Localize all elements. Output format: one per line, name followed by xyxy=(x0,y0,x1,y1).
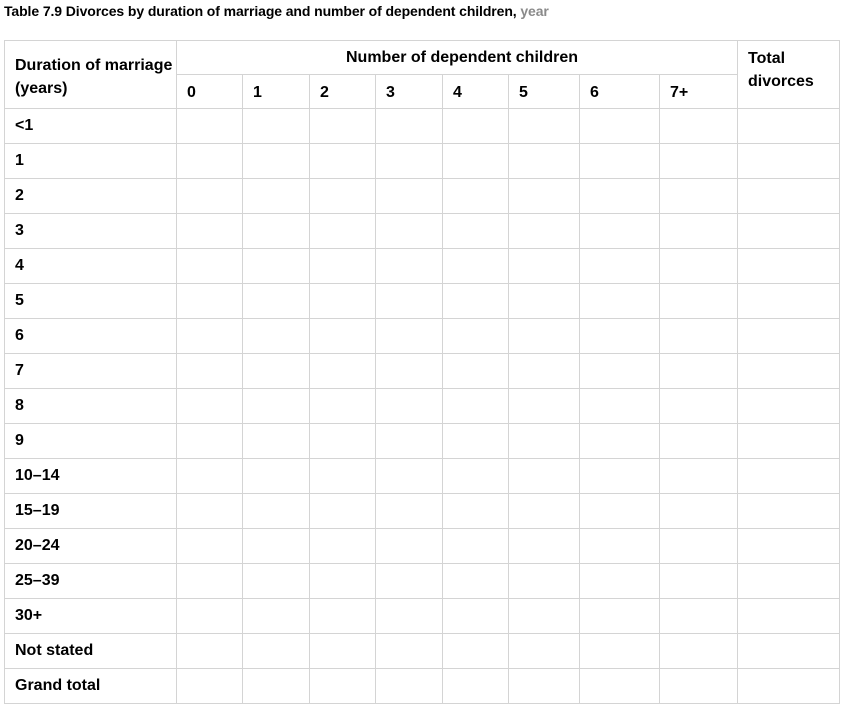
table-row xyxy=(5,564,840,599)
table-row xyxy=(5,249,840,284)
children-count-cell xyxy=(443,494,509,529)
total-divorces-cell xyxy=(738,389,840,424)
total-divorces-cell xyxy=(738,109,840,144)
children-count-cell xyxy=(443,144,509,179)
children-count-cell xyxy=(580,319,660,354)
duration-header: Duration of marriage (years) xyxy=(5,41,177,109)
duration-cell: 1 xyxy=(5,144,177,179)
children-count-cell xyxy=(243,179,310,214)
duration-cell: 25–39 xyxy=(5,564,177,599)
table-row xyxy=(5,494,840,529)
children-count-cell xyxy=(177,494,243,529)
children-count-cell xyxy=(443,284,509,319)
children-count-cell xyxy=(443,529,509,564)
children-count-cell xyxy=(376,284,443,319)
children-count-cell xyxy=(310,319,376,354)
children-count-cell xyxy=(580,249,660,284)
children-count-cell xyxy=(310,669,376,704)
duration-cell: 3 xyxy=(5,214,177,249)
table-title-year-placeholder: year xyxy=(520,3,549,19)
children-count-cell xyxy=(243,564,310,599)
children-count-cell xyxy=(509,389,580,424)
children-count-cell xyxy=(580,144,660,179)
children-count-cell xyxy=(509,214,580,249)
total-divorces-cell xyxy=(738,249,840,284)
total-divorces-cell xyxy=(738,599,840,634)
children-count-cell xyxy=(177,459,243,494)
children-count-cell xyxy=(443,214,509,249)
table-row xyxy=(5,354,840,389)
table-row xyxy=(5,459,840,494)
children-count-cell xyxy=(580,389,660,424)
children-count-cell xyxy=(443,669,509,704)
children-count-cell xyxy=(177,214,243,249)
children-count-cell xyxy=(376,599,443,634)
children-count-cell xyxy=(509,634,580,669)
children-count-cell xyxy=(376,109,443,144)
total-divorces-cell xyxy=(738,564,840,599)
children-count-cell xyxy=(509,529,580,564)
duration-cell: 7 xyxy=(5,354,177,389)
duration-cell: 2 xyxy=(5,179,177,214)
children-count-cell xyxy=(509,144,580,179)
children-count-cell xyxy=(243,459,310,494)
children-column-header: 3 xyxy=(376,75,443,109)
children-count-cell xyxy=(310,214,376,249)
children-count-cell xyxy=(310,634,376,669)
children-count-cell xyxy=(660,389,738,424)
children-count-cell xyxy=(580,179,660,214)
children-count-cell xyxy=(310,179,376,214)
children-count-cell xyxy=(660,319,738,354)
table-row xyxy=(5,214,840,249)
children-count-cell xyxy=(660,494,738,529)
children-count-cell xyxy=(310,284,376,319)
children-count-cell xyxy=(660,669,738,704)
children-count-cell xyxy=(243,389,310,424)
children-count-cell xyxy=(310,599,376,634)
children-count-cell xyxy=(243,144,310,179)
children-count-cell xyxy=(376,459,443,494)
children-count-cell xyxy=(376,634,443,669)
children-count-cell xyxy=(580,459,660,494)
children-count-cell xyxy=(660,284,738,319)
total-divorces-cell xyxy=(738,214,840,249)
children-count-cell xyxy=(376,389,443,424)
children-count-cell xyxy=(509,424,580,459)
children-count-cell xyxy=(660,459,738,494)
children-count-cell xyxy=(443,599,509,634)
children-count-cell xyxy=(660,529,738,564)
duration-cell: 30+ xyxy=(5,599,177,634)
duration-cell: 20–24 xyxy=(5,529,177,564)
children-count-cell xyxy=(660,564,738,599)
duration-cell: 5 xyxy=(5,284,177,319)
duration-cell: <1 xyxy=(5,109,177,144)
children-count-cell xyxy=(580,109,660,144)
children-count-cell xyxy=(509,459,580,494)
children-count-cell xyxy=(509,249,580,284)
children-count-cell xyxy=(376,319,443,354)
children-count-cell xyxy=(376,494,443,529)
children-count-cell xyxy=(243,109,310,144)
children-count-cell xyxy=(580,424,660,459)
children-count-cell xyxy=(660,144,738,179)
children-count-cell xyxy=(443,354,509,389)
duration-cell: Grand total xyxy=(5,669,177,704)
children-count-cell xyxy=(310,494,376,529)
children-count-cell xyxy=(580,599,660,634)
children-count-cell xyxy=(509,284,580,319)
total-divorces-header: Total divorces xyxy=(738,41,840,109)
total-divorces-cell xyxy=(738,634,840,669)
divorces-table xyxy=(4,40,840,704)
children-count-cell xyxy=(580,529,660,564)
children-count-cell xyxy=(376,214,443,249)
children-count-cell xyxy=(443,459,509,494)
children-count-cell xyxy=(580,354,660,389)
children-count-cell xyxy=(376,354,443,389)
children-count-cell xyxy=(443,634,509,669)
table-row xyxy=(5,669,840,704)
children-count-cell xyxy=(177,179,243,214)
children-count-cell xyxy=(660,249,738,284)
children-column-header: 6 xyxy=(580,75,660,109)
children-count-cell xyxy=(177,564,243,599)
children-count-cell xyxy=(177,284,243,319)
children-count-cell xyxy=(509,669,580,704)
children-count-cell xyxy=(243,634,310,669)
duration-cell: 8 xyxy=(5,389,177,424)
children-count-cell xyxy=(243,354,310,389)
children-count-cell xyxy=(243,249,310,284)
children-count-cell xyxy=(310,459,376,494)
children-column-header: 2 xyxy=(310,75,376,109)
children-count-cell xyxy=(243,319,310,354)
children-count-cell xyxy=(660,354,738,389)
children-count-cell xyxy=(509,179,580,214)
children-count-cell xyxy=(660,599,738,634)
total-divorces-cell xyxy=(738,284,840,319)
children-count-cell xyxy=(443,389,509,424)
table-row xyxy=(5,179,840,214)
duration-cell: 10–14 xyxy=(5,459,177,494)
dependent-children-header: Number of dependent children xyxy=(177,41,738,75)
children-count-cell xyxy=(177,144,243,179)
children-column-header: 7+ xyxy=(660,75,738,109)
total-divorces-cell xyxy=(738,424,840,459)
children-count-cell xyxy=(509,319,580,354)
children-count-cell xyxy=(509,564,580,599)
duration-cell: 9 xyxy=(5,424,177,459)
children-count-cell xyxy=(177,109,243,144)
children-count-cell xyxy=(243,424,310,459)
table-title xyxy=(4,3,549,19)
children-count-cell xyxy=(509,599,580,634)
children-count-cell xyxy=(310,389,376,424)
children-count-cell xyxy=(580,284,660,319)
children-count-cell xyxy=(177,529,243,564)
table-row xyxy=(5,389,840,424)
children-count-cell xyxy=(580,564,660,599)
children-count-cell xyxy=(660,109,738,144)
children-count-cell xyxy=(310,144,376,179)
children-count-cell xyxy=(243,494,310,529)
table-row xyxy=(5,144,840,179)
children-count-cell xyxy=(177,389,243,424)
children-count-cell xyxy=(177,669,243,704)
table-row xyxy=(5,599,840,634)
total-divorces-cell xyxy=(738,669,840,704)
children-count-cell xyxy=(580,214,660,249)
total-divorces-cell xyxy=(738,144,840,179)
table-body xyxy=(5,109,840,704)
children-count-cell xyxy=(509,354,580,389)
children-count-cell xyxy=(177,319,243,354)
children-count-cell xyxy=(310,529,376,564)
children-count-cell xyxy=(660,424,738,459)
children-count-cell xyxy=(243,284,310,319)
children-count-cell xyxy=(376,529,443,564)
children-count-cell xyxy=(660,179,738,214)
children-count-cell xyxy=(310,249,376,284)
table-row xyxy=(5,634,840,669)
total-divorces-cell xyxy=(738,319,840,354)
duration-cell: 6 xyxy=(5,319,177,354)
table-row xyxy=(5,284,840,319)
duration-cell: 15–19 xyxy=(5,494,177,529)
children-count-cell xyxy=(310,424,376,459)
children-count-cell xyxy=(443,424,509,459)
children-column-header: 1 xyxy=(243,75,310,109)
table-row xyxy=(5,319,840,354)
children-count-cell xyxy=(310,354,376,389)
table-row xyxy=(5,424,840,459)
duration-cell: Not stated xyxy=(5,634,177,669)
children-count-cell xyxy=(243,669,310,704)
children-count-cell xyxy=(376,669,443,704)
children-count-cell xyxy=(243,599,310,634)
children-count-cell xyxy=(509,109,580,144)
children-count-cell xyxy=(243,529,310,564)
children-count-cell xyxy=(177,424,243,459)
table-row xyxy=(5,529,840,564)
children-count-cell xyxy=(376,564,443,599)
children-count-cell xyxy=(580,669,660,704)
children-count-cell xyxy=(509,494,580,529)
children-column-header: 4 xyxy=(443,75,509,109)
children-count-cell xyxy=(660,634,738,669)
children-count-cell xyxy=(443,179,509,214)
children-count-cell xyxy=(310,564,376,599)
children-count-cell xyxy=(660,214,738,249)
children-count-cell xyxy=(177,634,243,669)
children-count-cell xyxy=(443,564,509,599)
duration-cell: 4 xyxy=(5,249,177,284)
children-count-cell xyxy=(177,249,243,284)
children-count-cell xyxy=(310,109,376,144)
total-divorces-cell xyxy=(738,494,840,529)
children-count-cell xyxy=(443,249,509,284)
total-divorces-cell xyxy=(738,459,840,494)
children-count-cell xyxy=(443,109,509,144)
children-count-cell xyxy=(177,354,243,389)
total-divorces-cell xyxy=(738,179,840,214)
table-row xyxy=(5,109,840,144)
children-count-cell xyxy=(443,319,509,354)
children-count-cell xyxy=(376,179,443,214)
children-count-cell xyxy=(376,249,443,284)
children-count-cell xyxy=(177,599,243,634)
children-count-cell xyxy=(376,424,443,459)
children-column-header: 5 xyxy=(509,75,580,109)
total-divorces-cell xyxy=(738,529,840,564)
children-count-cell xyxy=(580,494,660,529)
children-count-cell xyxy=(376,144,443,179)
children-column-header: 0 xyxy=(177,75,243,109)
children-count-cell xyxy=(580,634,660,669)
total-divorces-cell xyxy=(738,354,840,389)
children-count-cell xyxy=(243,214,310,249)
table-title-text: Table 7.9 Divorces by duration of marriage and number of dependent children, xyxy=(4,3,521,19)
